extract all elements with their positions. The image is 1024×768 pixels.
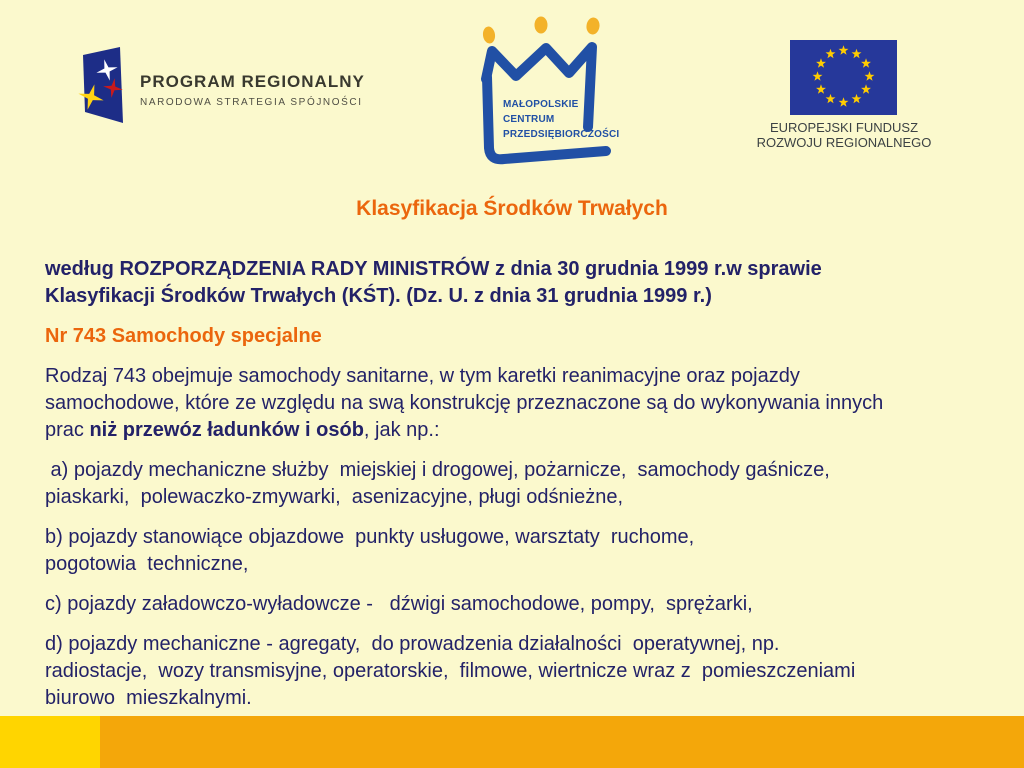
program-regionalny-flag-icon xyxy=(80,44,140,128)
slide-title: Klasyfikacja Środków Trwałych xyxy=(356,197,668,220)
crown-dot-left xyxy=(482,26,496,45)
mcp-label-line3: PRZEDSIĘBIORCZOŚCI xyxy=(503,129,620,140)
nss-flag-shape xyxy=(83,47,123,123)
bottom-strip xyxy=(0,716,1024,768)
body-paragraph: według ROZPORZĄDZENIA RADY MINISTRÓW z dnia 30 grudnia 1999 r.w sprawie Klasyfikacji Środków Trwałych (KŚT). (Dz. U. z dnia 31 grudnia 1999 r.) xyxy=(45,258,822,307)
mcp-crown-icon xyxy=(465,15,625,170)
body-paragraph: b) pojazdy stanowiące objazdowe punkty usługowe, warsztaty ruchome, pogotowia techniczne, xyxy=(45,526,695,575)
strip-yellow-block xyxy=(0,716,100,768)
body-text xyxy=(45,256,995,725)
mcp-label-line2: CENTRUM xyxy=(503,114,555,125)
body-paragraph: Rodzaj 743 obejmuje samochody sanitarne, w tym karetki reanimacyjne oraz pojazdy samochodowe, które ze względu na swą konstrukcję przeznaczone są do wykonywania innych prac niż przewóz ładunków i osób, jak np.: xyxy=(45,365,884,441)
eu-flag-icon xyxy=(790,40,897,115)
eu-caption-line1: EUROPEJSKI FUNDUSZ xyxy=(769,120,919,135)
eu-caption xyxy=(743,120,945,150)
crown-dot-middle xyxy=(535,17,548,34)
program-regionalny-subtitle: NARODOWA STRATEGIA SPÓJNOŚCI xyxy=(140,97,363,108)
program-regionalny-title: PROGRAM REGIONALNY xyxy=(140,72,365,91)
body-paragraph: a) pojazdy mechaniczne służby miejskiej i drogowej, pożarnicze, samochody gaśnicze, piaskarki, polewaczko-zmywarki, asenizacyjne, pługi odśnieżne, xyxy=(45,459,830,508)
mcp-label-line1: MAŁOPOLSKIE xyxy=(503,99,579,110)
body-paragraph: Nr 743 Samochody specjalne xyxy=(45,325,322,347)
body-paragraph: d) pojazdy mechaniczne - agregaty, do prowadzenia działalności operatywnej, np. radiostacje, wozy transmisyjne, operatorskie, filmowe, wiertnicze wraz z pomieszczeniami biurowo mieszkalnymi. xyxy=(45,633,856,709)
eu-caption-line2: ROZWOJU REGIONALNEGO xyxy=(756,135,932,150)
body-paragraph: c) pojazdy załadowczo-wyładowcze - dźwigi samochodowe, pompy, sprężarki, xyxy=(45,593,753,615)
strip-orange-block xyxy=(100,716,1024,768)
program-regionalny-text xyxy=(140,72,365,108)
crown-dot-right xyxy=(585,17,600,36)
